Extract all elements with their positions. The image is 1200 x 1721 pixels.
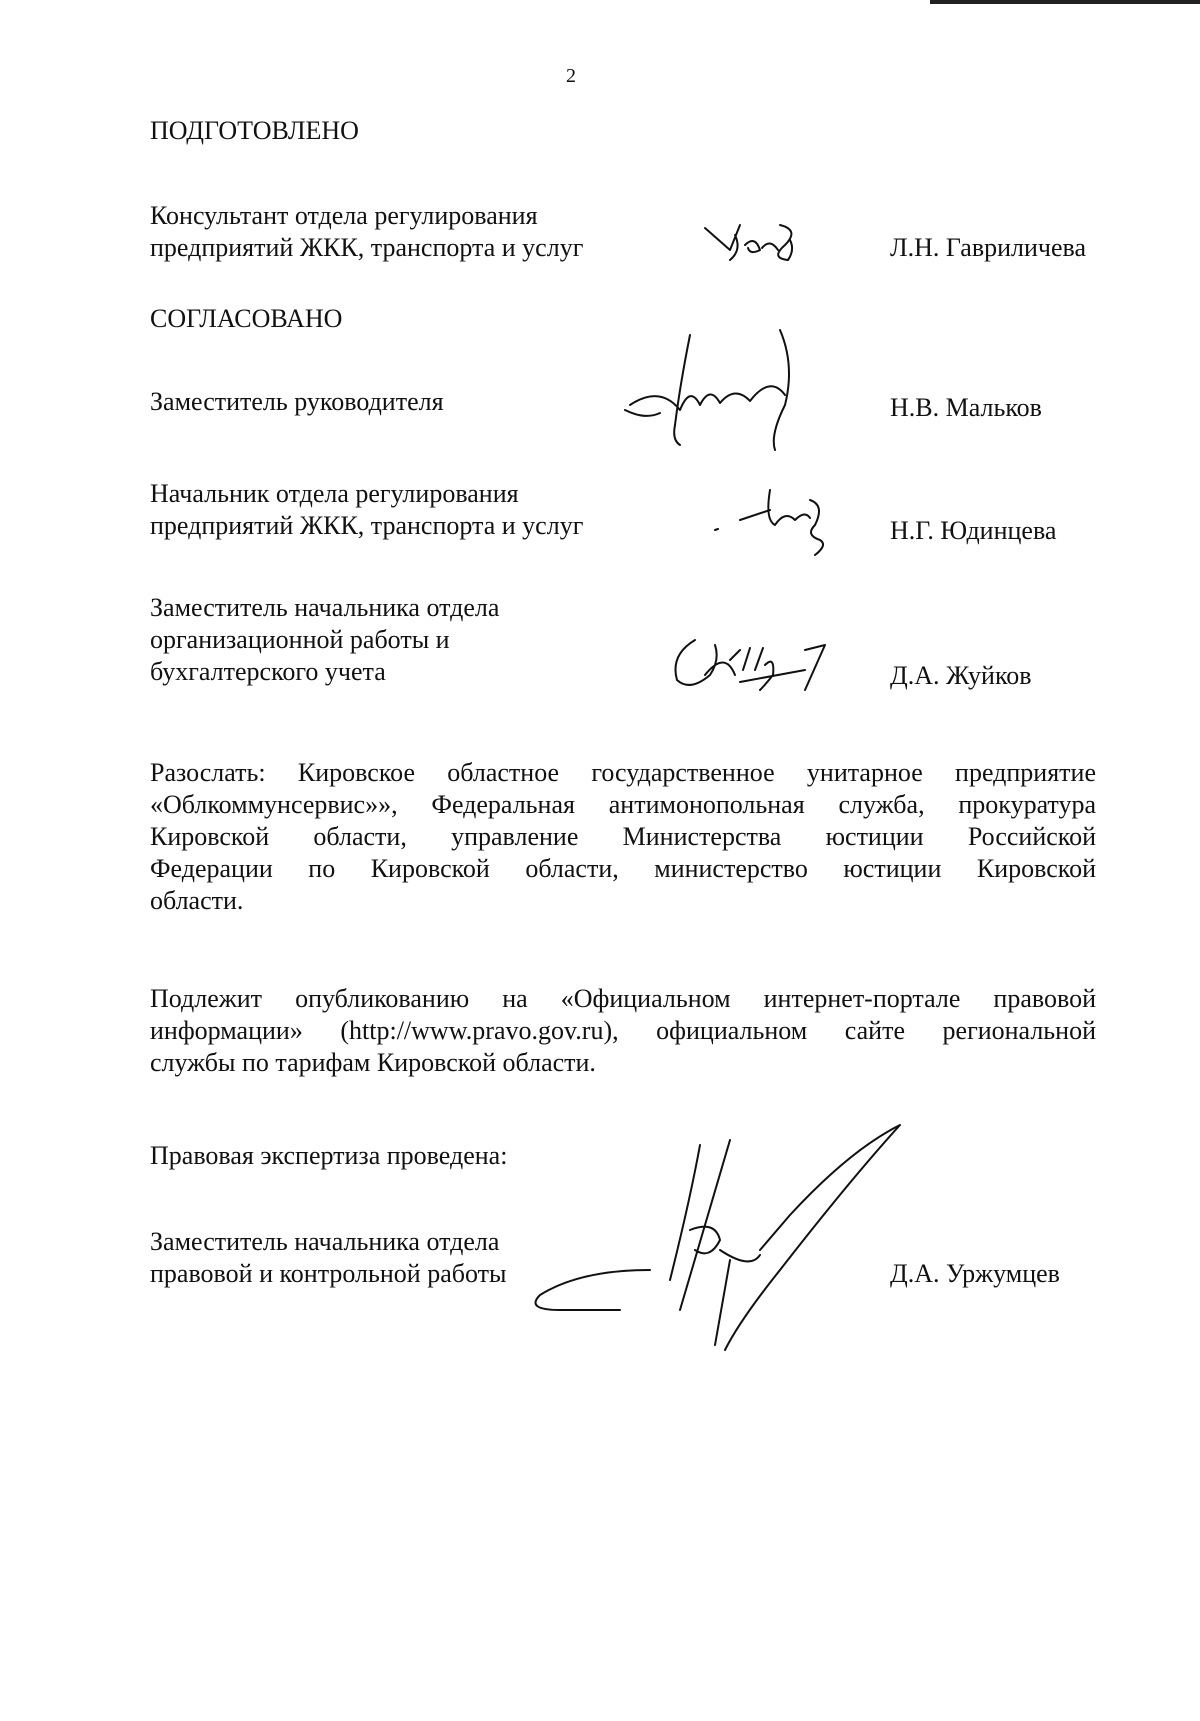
prepared-position-line-1: Консультант отдела регулирования xyxy=(150,201,538,230)
distribution-line-4: Федерации по Кировской области, министерство юстиции Кировской xyxy=(150,854,1096,883)
distribution-line-5: области. xyxy=(150,886,244,915)
publication-line-3: службы по тарифам Кировской области. xyxy=(150,1048,596,1077)
signer-3-position-line-3: бухгалтерского учета xyxy=(150,657,386,686)
signature-yudintseva xyxy=(710,480,850,560)
signature-malkov xyxy=(620,325,840,455)
publication-paragraph xyxy=(150,983,1096,1079)
signer-2-position-line-2: предприятий ЖКК, транспорта и услуг xyxy=(150,511,584,540)
prepared-position-line-2: предприятий ЖКК, транспорта и услуг xyxy=(150,233,584,262)
signer-3-position-line-2: организационной работы и xyxy=(150,625,450,654)
legal-review-position-line-1: Заместитель начальника отдела xyxy=(150,1227,500,1256)
distribution-line-1: Разослать: Кировское областное государственное унитарное предприятие xyxy=(150,758,1096,787)
publication-line-1: Подлежит опубликованию на «Официальном интернет-портале правовой xyxy=(150,984,1096,1013)
legal-review-heading: Правовая экспертиза проведена: xyxy=(150,1141,508,1170)
signer-1-position: Заместитель руководителя xyxy=(150,387,444,416)
publication-line-2: информации» (http://www.pravo.gov.ru), официальном сайте региональной xyxy=(150,1016,1096,1045)
legal-review-position-line-2: правовой и контрольной работы xyxy=(150,1259,507,1288)
prepared-name: Л.Н. Гавриличева xyxy=(890,233,1087,262)
signature-urzhumtsev xyxy=(520,1120,920,1350)
prepared-heading: ПОДГОТОВЛЕНО xyxy=(150,116,359,145)
distribution-paragraph xyxy=(150,757,1096,917)
signer-3-name: Д.А. Жуйков xyxy=(890,661,1032,690)
signer-3-position-line-1: Заместитель начальника отдела xyxy=(150,593,500,622)
signer-2-position-line-1: Начальник отдела регулирования xyxy=(150,479,519,508)
distribution-line-3: Кировской области, управление Министерства юстиции Российской xyxy=(150,822,1096,851)
signature-zhuikov xyxy=(665,630,885,700)
legal-review-name: Д.А. Уржумцев xyxy=(890,1259,1060,1288)
signer-2-name: Н.Г. Юдинцева xyxy=(890,516,1057,545)
signer-1-name: Н.В. Мальков xyxy=(890,393,1042,422)
scan-edge-mark xyxy=(930,0,1200,4)
signature-gavrilicheva xyxy=(700,220,820,270)
page-number: 2 xyxy=(566,65,576,87)
distribution-line-2: «Облкоммунсервис»», Федеральная антимонопольная служба, прокуратура xyxy=(150,790,1096,819)
agreed-heading: СОГЛАСОВАНО xyxy=(150,304,343,333)
